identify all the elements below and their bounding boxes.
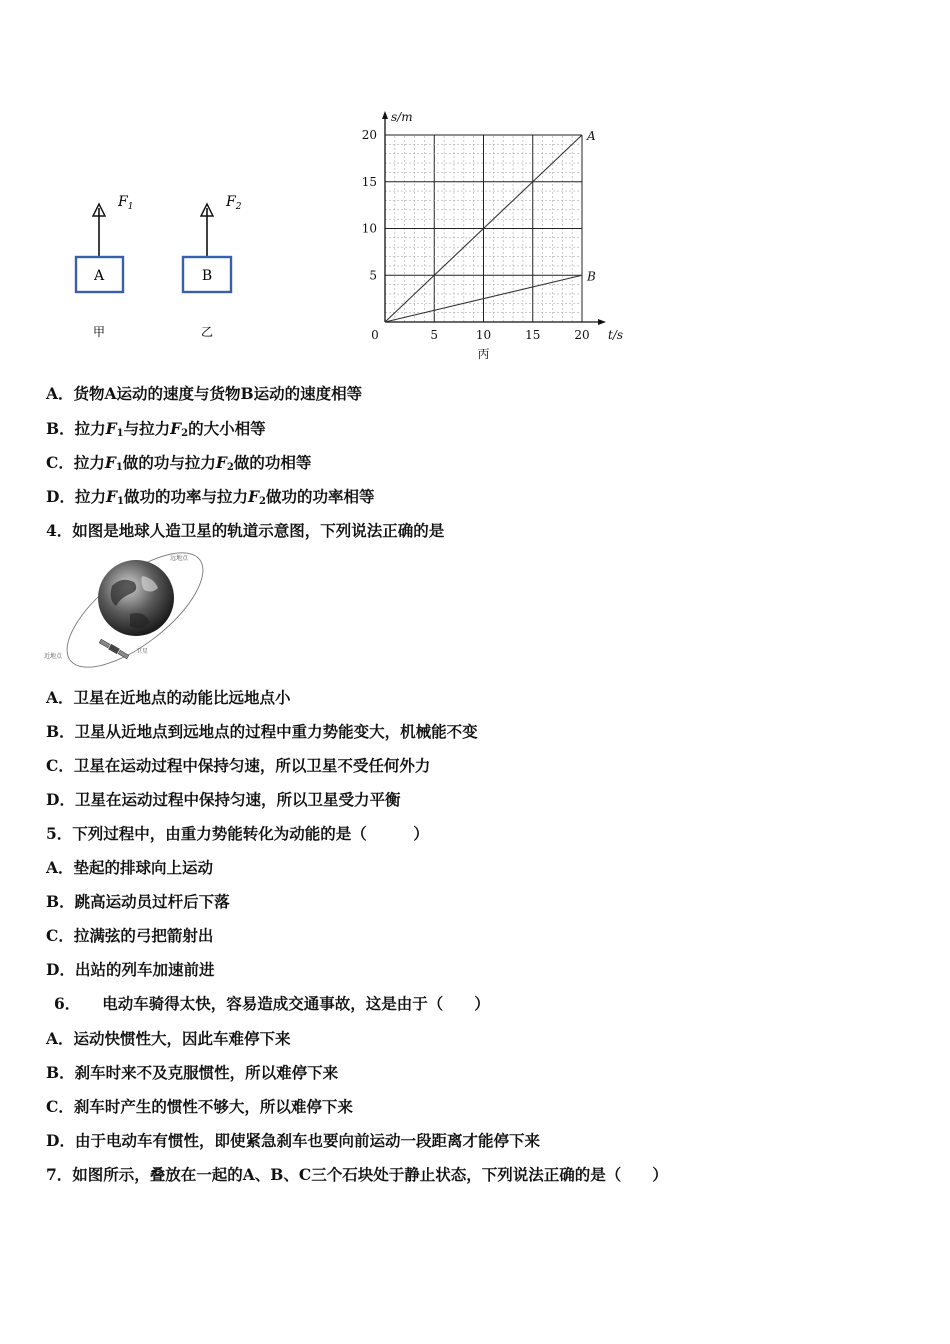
- q4-option-d: D．卫星在运动过程中保持匀速，所以卫星受力平衡: [46, 790, 401, 809]
- q3-option-a: A．货物A运动的速度与货物B运动的速度相等: [46, 384, 363, 403]
- y-tick-label: 20: [361, 128, 377, 142]
- label-satellite: 卫星: [136, 648, 149, 655]
- x-tick-label: 0: [371, 328, 379, 342]
- q5-option-b: B．跳高运动员过杆后下落: [46, 892, 230, 911]
- caption-jia: 甲: [92, 325, 106, 339]
- q5-stem: 5．下列过程中，由重力势能转化为动能的是（ ）: [46, 824, 429, 843]
- label-apogee: 远地点: [170, 555, 189, 562]
- box-b-label: B: [201, 268, 213, 284]
- y-tick-label: 15: [361, 174, 377, 189]
- q7-stem: 7．如图所示，叠放在一起的A、B、C三个石块处于静止状态，下列说法正确的是（ ）: [46, 1165, 668, 1184]
- force-arrow-f2: [201, 204, 213, 257]
- series-label-a: A: [587, 129, 596, 143]
- q3-option-c: C．拉力$F_1$做的功与拉力$F_2$做的功相等: [46, 453, 312, 473]
- x-tick-label: 15: [525, 328, 541, 342]
- y-axis-label: s/m: [391, 110, 413, 124]
- x-axis-label: t/s: [608, 328, 624, 342]
- x-tick-label: 5: [430, 328, 439, 342]
- q6-option-d: D．由于电动车有惯性，即使紧急刹车也要向前运动一段距离才能停下来: [46, 1131, 540, 1150]
- y-tick-label: 5: [369, 268, 377, 283]
- y-tick-label: 10: [361, 221, 377, 236]
- x-tick-label: 20: [574, 328, 590, 342]
- force-diagram: [60, 180, 360, 350]
- force-label-f1: $F_1$: [118, 194, 134, 212]
- caption-yi: 乙: [200, 325, 214, 339]
- box-a-label: A: [93, 268, 105, 284]
- caption-bing: 丙: [477, 347, 490, 361]
- q6-option-a: A．运动快惯性大，因此车难停下来: [46, 1029, 291, 1048]
- q4-option-a: A．卫星在近地点的动能比远地点小: [46, 688, 291, 707]
- q4-option-b: B．卫星从近地点到远地点的过程中重力势能变大，机械能不变: [46, 722, 478, 741]
- x-tick-label: 10: [475, 328, 492, 342]
- y-axis-arrow: [382, 111, 388, 119]
- force-label-f2: $F_2$: [226, 194, 242, 212]
- q3-option-b: B．拉力$F_1$与拉力$F_2$的大小相等: [46, 419, 266, 439]
- force-arrow-f1: [93, 204, 105, 257]
- st-graph: [355, 105, 635, 365]
- q3-option-d: D．拉力$F_1$做功的功率与拉力$F_2$做功的功率相等: [46, 487, 375, 507]
- q5-option-d: D．出站的列车加速前进: [46, 960, 215, 979]
- q6-option-b: B．刹车时来不及克服惯性，所以难停下来: [46, 1063, 339, 1082]
- q6-option-c: C．刹车时产生的惯性不够大，所以难停下来: [46, 1097, 353, 1116]
- q4-option-c: C．卫星在运动过程中保持匀速，所以卫星不受任何外力: [46, 756, 431, 775]
- label-perigee: 近地点: [44, 653, 63, 660]
- q5-option-a: A．垫起的排球向上运动: [46, 858, 214, 877]
- x-axis-arrow: [598, 319, 606, 325]
- q5-option-c: C．拉满弦的弓把箭射出: [46, 926, 214, 945]
- satellite-orbit-figure: [40, 548, 210, 668]
- q6-stem: 6． 电动车骑得太快，容易造成交通事故，这是由于（ ）: [54, 994, 490, 1013]
- q4-stem: 4．如图是地球人造卫星的轨道示意图，下列说法正确的是: [46, 521, 445, 540]
- series-label-b: B: [587, 269, 596, 284]
- satellite-icon: [99, 638, 130, 659]
